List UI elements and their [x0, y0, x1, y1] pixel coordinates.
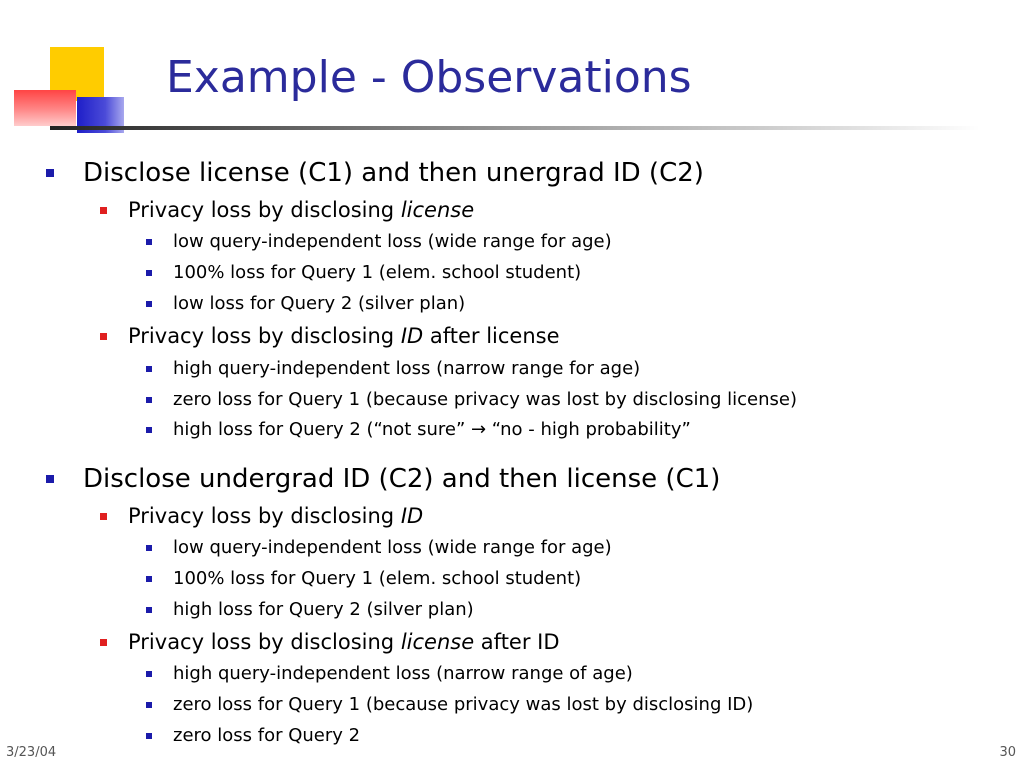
section-heading	[83, 157, 704, 189]
detail-item-text: high query-independent loss (narrow range for age)	[173, 358, 641, 379]
detail-item	[173, 261, 581, 285]
bullet-square-icon	[146, 733, 152, 739]
detail-item	[173, 662, 633, 686]
section-heading	[83, 463, 720, 495]
subpoint-prefix: Privacy loss by disclosing	[128, 324, 401, 348]
subpoint-emphasis: license	[400, 630, 475, 654]
subpoint-emphasis: ID	[400, 504, 424, 528]
subpoint	[128, 628, 560, 656]
detail-item-text: zero loss for Query 1 (because privacy was lost by disclosing ID)	[173, 694, 754, 715]
slide-title: Example - Observations	[166, 52, 692, 103]
detail-item-text: high query-independent loss (narrow range of age)	[173, 663, 633, 684]
subpoint-emphasis: license	[400, 198, 475, 222]
bullet-square-icon	[100, 333, 107, 340]
detail-item-text: low query-independent loss (wide range for age)	[173, 537, 612, 558]
subpoint-suffix: after license	[423, 324, 560, 348]
bullet-square-icon	[100, 513, 107, 520]
detail-item-text: zero loss for Query 2	[173, 725, 361, 746]
bullet-square-icon	[146, 366, 152, 372]
subpoint	[128, 502, 423, 530]
subpoint	[128, 322, 560, 350]
detail-item-text: 100% loss for Query 1 (elem. school student)	[173, 568, 582, 589]
bullet-square-icon	[100, 639, 107, 646]
subpoint-emphasis: ID	[400, 324, 424, 348]
bullet-square-icon	[146, 607, 152, 613]
detail-item-text: low loss for Query 2 (silver plan)	[173, 293, 466, 314]
subpoint-suffix: after ID	[474, 630, 560, 654]
slide-page-number: 30	[999, 745, 1016, 760]
bullet-square-icon	[146, 427, 152, 433]
bullet-square-icon	[46, 475, 54, 483]
detail-item	[173, 357, 640, 381]
bullet-square-icon	[146, 702, 152, 708]
section-heading-text: Disclose license (C1) and then unergrad ID (C2)	[83, 158, 704, 188]
detail-item-text: high loss for Query 2 (“not sure” → “no - high probability”	[173, 419, 691, 440]
bullet-square-icon	[46, 169, 54, 177]
bullet-square-icon	[146, 270, 152, 276]
detail-item	[173, 536, 612, 560]
subpoint-prefix: Privacy loss by disclosing	[128, 504, 401, 528]
bullet-square-icon	[146, 301, 152, 307]
section-heading-text: Disclose undergrad ID (C2) and then license (C1)	[83, 464, 721, 494]
subpoint-prefix: Privacy loss by disclosing	[128, 630, 401, 654]
detail-item	[173, 292, 465, 316]
detail-item	[173, 598, 474, 622]
slide-date: 3/23/04	[6, 745, 57, 760]
detail-item-text: high loss for Query 2 (silver plan)	[173, 599, 474, 620]
subpoint-prefix: Privacy loss by disclosing	[128, 198, 401, 222]
detail-item	[173, 388, 797, 412]
bullet-square-icon	[146, 545, 152, 551]
bullet-square-icon	[100, 207, 107, 214]
subpoint	[128, 196, 474, 224]
bullet-square-icon	[146, 239, 152, 245]
detail-item-text: low query-independent loss (wide range for age)	[173, 231, 612, 252]
bullet-square-icon	[146, 397, 152, 403]
detail-item	[173, 693, 753, 717]
detail-item-text: zero loss for Query 1 (because privacy was lost by disclosing license)	[173, 389, 797, 410]
detail-item-text: 100% loss for Query 1 (elem. school student)	[173, 262, 582, 283]
detail-item	[173, 230, 612, 254]
bullet-square-icon	[146, 671, 152, 677]
bullet-square-icon	[146, 576, 152, 582]
detail-item	[173, 567, 581, 591]
detail-item	[173, 724, 360, 748]
detail-item	[173, 418, 691, 442]
